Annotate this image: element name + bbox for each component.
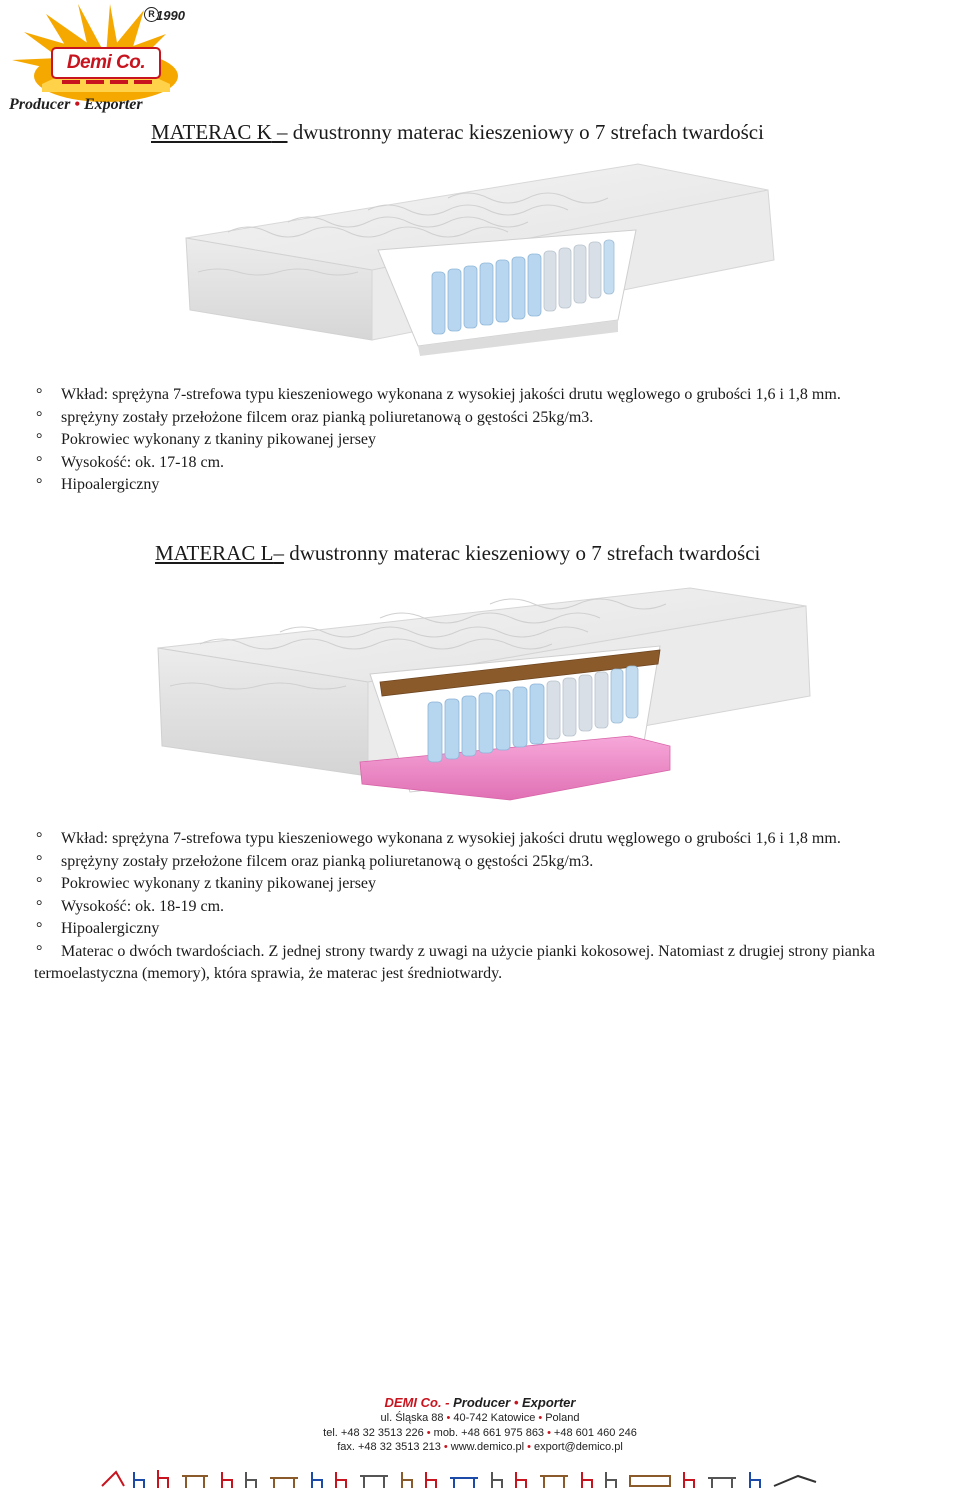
list-item: ° Hipoalergiczny [34,918,914,941]
bullet-degree-icon: ° [36,942,43,960]
list-item: ° Wysokość: ok. 17-18 cm. [34,452,841,475]
footer-phones: tel. +48 32 3513 226 • mob. +48 661 975 863 • +48 601 460 246 [323,1426,637,1439]
furniture-icons-strip [98,1466,828,1492]
section-k-model: MATERAC K [151,120,272,144]
bullet-degree-icon: ° [36,476,43,493]
bullet-degree-icon: ° [36,386,43,403]
footer-title [0,1395,960,1411]
registered-mark: R [144,7,159,22]
bullet-degree-icon: ° [36,875,43,892]
list-item: ° Wysokość: ok. 18-19 cm. [34,896,914,919]
bullet-degree-icon: ° [36,408,43,426]
company-logo [6,4,206,114]
mattress-k-image [168,150,790,378]
section-l-heading: MATERAC L– dwustronny materac kieszeniowy o 7 strefach twardości [155,541,761,565]
list-item: ° Wkład: sprężyna 7-strefowa typu kieszeniowego wykonana z wysokiej jakości drutu węglowego o grubości 1,6 i 1,8 mm. [34,384,841,407]
logo-brand-name: Demi Co. [66,52,146,73]
bullet-degree-icon: ° [36,431,43,448]
section-k-features [34,384,841,497]
furniture-icon [102,1470,816,1488]
list-item: ° Wkład: sprężyna 7-strefowa typu kieszeniowego wykonana z wysokiej jakości drutu węglowego o grubości 1,6 i 1,8 mm. [34,828,914,851]
footer-website-link[interactable]: www.demico.pl [450,1441,525,1453]
footer-company: DEMI Co. - [384,1395,450,1410]
list-item: ° sprężyny zostały przełożone filcem oraz pianką poliuretanową o gęstości 25kg/m3. [34,851,914,874]
footer-tag-producer: Producer [453,1395,511,1410]
logo-tagline [9,96,143,114]
list-item: ° sprężyny zostały przełożone filcem oraz pianką poliuretanową o gęstości 25kg/m3. [34,407,841,430]
bullet-dot-icon: • [513,1395,519,1410]
bullet-degree-icon: ° [36,830,43,847]
section-l-features [34,828,914,986]
footer-address: ul. Śląska 88 • 40-742 Katowice • Poland [380,1412,580,1424]
logo-tag-exporter: Exporter [83,96,143,113]
footer-tag-exporter: Exporter [522,1395,576,1410]
footer-email-link[interactable]: export@demico.pl [533,1441,623,1453]
bullet-degree-icon: ° [36,453,43,471]
section-k-description: dwustronny materac kieszeniowy o 7 strefach twardości [292,120,764,144]
mattress-l-image [130,566,830,818]
list-item: ° Pokrowiec wykonany z tkaniny pikowanej jersey [34,429,841,452]
section-l-model: MATERAC L [155,541,274,565]
bullet-degree-icon: ° [36,920,43,937]
list-item: ° Hipoalergiczny [34,474,841,497]
list-item: ° Materac o dwóch twardościach. Z jednej strony twardy z uwagi na użycie pianki kokosowej. Natomiast z drugiej strony pianka termoelastyczna (memory), która sprawia, że materac jest średniotwardy. [34,942,875,982]
list-item: ° Pokrowiec wykonany z tkaniny pikowanej jersey [34,873,914,896]
bullet-dot-icon: • [74,96,80,113]
logo-year: 1990 [156,8,185,23]
company-footer [0,1395,960,1455]
logo-tag-producer: Producer [9,96,71,113]
bullet-degree-icon: ° [36,897,43,915]
bullet-degree-icon: ° [36,852,43,870]
section-l-description: dwustronny materac kieszeniowy o 7 strefach twardości [289,541,761,565]
footer-contact: fax. +48 32 3513 213 • www.demico.pl • export@demico.pl [337,1441,623,1453]
section-k-heading: MATERAC K – dwustronny materac kieszeniowy o 7 strefach twardości [151,120,764,144]
